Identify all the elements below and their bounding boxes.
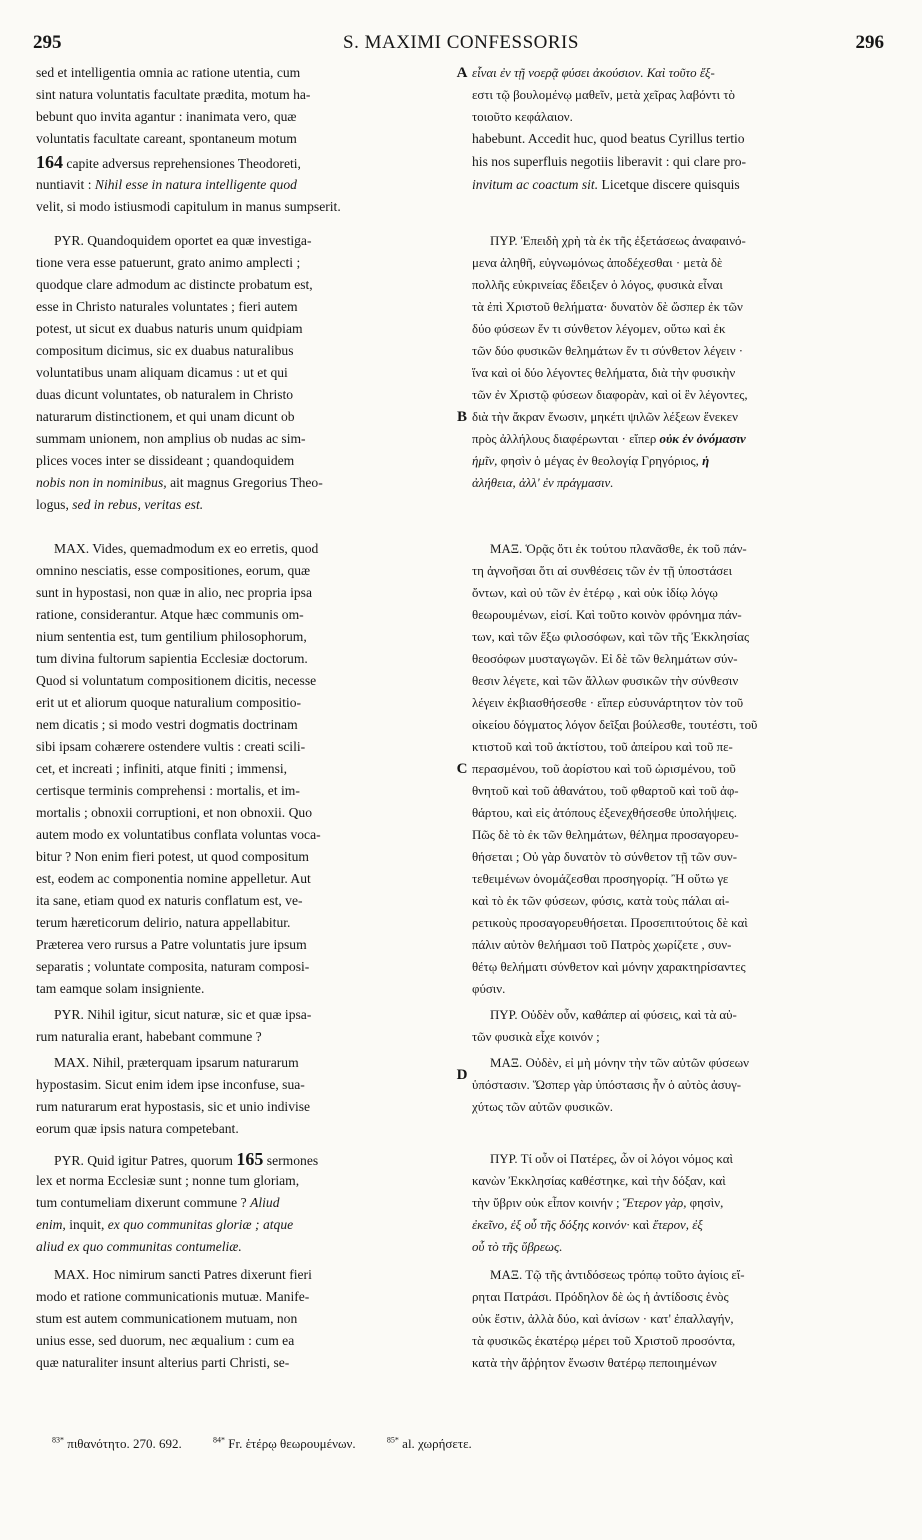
latin-line [472, 174, 884, 196]
greek-line [472, 450, 884, 472]
left-line: eorum quæ ipsis natura competebant. [36, 1121, 239, 1136]
greek-line: καὶ τὸ ἐκ τῶν φύσεων, φύσις, κατὰ τοὺς πάλαι αἱ- [472, 894, 730, 908]
line-text: τὴν ὕβριν οὐκ εἶπον κοινήν ; [472, 1196, 620, 1210]
greek-line: οὗ τὸ τῆς ὕβρεως. [472, 1240, 563, 1254]
left-line: bitur ? Non enim fieri potest, ut quod compositum [36, 849, 309, 864]
left-line: rum naturarum erat hypostasis, sic et unio indivise [36, 1099, 311, 1114]
greek-line: ΠΥΡ. Οὐδὲν οὖν, καθάπερ αἱ φύσεις, καὶ τὰ αὐ- [490, 1008, 737, 1022]
full-width-line: velit, si modo istiusmodi capitulum in manus sumpserit. [36, 199, 341, 214]
footnote-text: Fr. ἑτέρῳ θεωρουμένων. [228, 1436, 356, 1451]
margin-letter-a: A [456, 65, 468, 81]
greek-line [472, 1214, 884, 1236]
greek-line: πάλιν αὐτὸν θελήμασι τοῦ Πατρὸς χωρίζετε , συν- [472, 938, 732, 952]
left-line: nium sententia est, tum gentilium philosophorum, [36, 629, 307, 644]
margin-letter-c: C [456, 761, 468, 777]
greek-line: των, καὶ τῶν ἔξω φιλοσόφων, καὶ τῶν τῆς Ἐκκλησίας [472, 630, 750, 644]
footnote [387, 1436, 486, 1451]
greek-line: θεωρουμένων, εἰσί. Καὶ τοῦτο κοινὸν φρόνημα πάν- [472, 608, 742, 622]
left-line: sed et intelligentia omnia ac ratione utentia, cum [36, 65, 301, 80]
left-line: omnino nesciatis, esse compositiones, eorum, quæ [36, 563, 311, 578]
left-line: MAX. Vides, quemadmodum ex eo erretis, quod [54, 541, 319, 556]
left-line: sunt in hypostasi, non quæ in alio, nec propria ipsa [36, 585, 312, 600]
greek-line: φύσιν. [472, 982, 506, 996]
greek-line: τῶν ἐν Χριστῷ φύσεων διαφορὰν, καὶ οἱ ἓν λέγοντες, [472, 388, 748, 402]
left-line: potest, ut sicut ex duabus naturis unum quidpiam [36, 321, 303, 336]
greek-line: εἶναι ἐν τῇ νοερᾷ φύσει ἀκούσιον. Καὶ τοῦτο ἔξ- [472, 66, 715, 80]
left-line: summam unionem, non amplius ob nudas ac sim- [36, 431, 306, 446]
line-text: capite adversus reprehensiones Theodoreti, [66, 156, 301, 171]
line-text: PYR. Quid igitur Patres, quorum [54, 1153, 233, 1168]
line-text: sermones [266, 1153, 319, 1168]
line-text: Licetque discere quisquis [601, 177, 740, 192]
left-line: terum hæreticorum delirio, natura appellabitur. [36, 915, 291, 930]
quote-text: sed in rebus, veritas est. [72, 497, 204, 512]
quote-text: ἐκεῖνο, ἐξ οὗ τῆς δόξης κοινόν· [472, 1218, 630, 1232]
greek-line: ΜΑΞ. Ὁρᾷς ὅτι ἐκ τούτου πλανᾶσθε, ἐκ τοῦ πάν- [490, 542, 747, 556]
footnote-text: al. χωρήσετε. [402, 1436, 472, 1451]
column-number: 165 [236, 1149, 264, 1169]
left-line [36, 174, 451, 196]
left-line: lex et norma Ecclesiæ sunt ; nonne tum gloriam, [36, 1173, 300, 1188]
latin-line: habebunt. Accedit huc, quod beatus Cyrillus tertio [472, 131, 745, 146]
greek-line: ὄντων, καὶ οὐ τῶν ἐν ἑτέρῳ , καὶ οὐκ ἰδίῳ λόγῳ [472, 586, 718, 600]
left-line: autem modo ex voluntatibus conflata voluntas voca- [36, 827, 321, 842]
left-line: voluntatis facultate careant, spontaneum motum [36, 131, 297, 146]
quote-text: οὐκ ἐν ὀνόμασιν [659, 432, 746, 446]
left-line: Præterea vero rursus a Patre voluntatis jure ipsum [36, 937, 307, 952]
greek-line: ἀλήθεια, ἀλλ' ἐν πράγμασιν. [472, 476, 614, 490]
greek-line: ΠΥΡ. Ἐπειδὴ χρὴ τὰ ἐκ τῆς ἐξετάσεως ἀναφαινό- [490, 234, 746, 248]
footnote [213, 1436, 370, 1451]
greek-line: οὐκ ἔστιν, ἀλλὰ δύο, καὶ ἀνίσων · κατ' ἐπαλλαγήν, [472, 1312, 734, 1326]
left-line: certisque terminis comprehensi : mortalis, et im- [36, 783, 300, 798]
left-line: plices voces inter se dissideant ; quandoquidem [36, 453, 295, 468]
left-line [36, 151, 451, 173]
greek-line [472, 274, 884, 296]
greek-line: τοιοῦτο κεφάλαιον. [472, 110, 573, 124]
left-line: tione vera esse patuerunt, grato animo amplecti ; [36, 255, 301, 270]
greek-line: τὰ ἐπὶ Χριστοῦ θελήματα· δυνατὸν δὲ ὥσπερ ἐκ τῶν [472, 300, 743, 314]
footnote-text: πιθανότητο. 270. 692. [67, 1436, 182, 1451]
greek-line: θήσεται ; Οὐ γὰρ δυνατὸν τὸ σύνθετον τῇ τῶν συν- [472, 850, 738, 864]
line-text: πολλῆς εὐκρινείας ἔδειξεν ὁ λόγος, φυσικὰ εἶναι [472, 278, 723, 292]
left-line: aliud ex quo communitas contumeliæ. [36, 1239, 242, 1254]
left-line: stum est autem communicationem mutuam, non [36, 1311, 298, 1326]
greek-line: περασμένου, τοῦ ἀορίστου καὶ τοῦ ὡρισμένου, τοῦ [472, 762, 736, 776]
quote-text: ἕτερον, ἐξ [652, 1218, 703, 1232]
greek-line: μενα ἀληθῆ, εὐγνωμόνως ἀποδέχεσθαι · μετὰ δὲ [472, 256, 723, 270]
left-line: naturarum distinctionem, et qui unam dicunt ob [36, 409, 295, 424]
left-line: nem dicatis ; si modo vestri dogmatis doctrinam [36, 717, 298, 732]
line-text: inquit, [69, 1217, 105, 1232]
left-line: ratione, considerantur. Atque hæc communis om- [36, 607, 304, 622]
line-text: logus, [36, 497, 69, 512]
left-line: sibi ipsam cohærere ostendere vultis : creati scili- [36, 739, 306, 754]
line-text: tum contumeliam dixerunt commune ? [36, 1195, 247, 1210]
page-number-right: 296 [855, 32, 884, 53]
left-line: Quod si voluntatum compositionem dicitis, necesse [36, 673, 317, 688]
greek-line: ΠΥΡ. Τί οὖν οἱ Πατέρες, ὧν οἱ λόγοι νόμος καὶ [490, 1152, 733, 1166]
greek-line: εστι τῷ βουλομένῳ μαθεῖν, μετὰ χεῖρας λαβόντι τὸ [472, 88, 735, 102]
greek-line: θεοσόφων μυσταγωγῶν. Εἰ δὲ τῶν θελημάτων σύν- [472, 652, 738, 666]
quote-text: nobis non in nominibus, [36, 475, 167, 490]
margin-letter-d: D [456, 1067, 468, 1083]
left-line [36, 472, 451, 494]
running-title: S. MAXIMI CONFESSORIS [343, 32, 579, 53]
left-line: MAX. Nihil, præterquam ipsarum naturarum [54, 1055, 299, 1070]
footnote [52, 1436, 196, 1451]
left-line: hypostasim. Sicut enim idem ipse inconfuse, sua- [36, 1077, 305, 1092]
left-line: mortalis ; obnoxii corruptioni, et non obnoxii. Quo [36, 805, 313, 820]
page-number-left: 295 [33, 32, 62, 53]
greek-line: τεθειμένων ὀνομάζεσθαι προσηγορίᾳ. Ἢ οὕτω γε [472, 872, 729, 886]
left-line: modo et ratione communicationis mutuæ. Manife- [36, 1289, 310, 1304]
quote-text: ἡ [702, 454, 710, 468]
line-text: πρὸς ἀλλήλους διαφέρωνται · [472, 432, 626, 446]
left-line: MAX. Hoc nimirum sancti Patres dixerunt fieri [54, 1267, 312, 1282]
quote-text: invitum ac coactum sit. [472, 177, 599, 192]
greek-line: τη ἀγνοῆσαι ὅτι αἱ συνθέσεις τῶν ἐν τῇ ὑποστάσει [472, 564, 733, 578]
left-line: quæ naturaliter insunt alterius parti Christi, se- [36, 1355, 290, 1370]
left-line: unius esse, sed duorum, nec æqualium : cum ea [36, 1333, 295, 1348]
left-line: erit ut et aliorum quoque naturalium compositio- [36, 695, 302, 710]
line-text: ait magnus Gregorius Theo- [170, 475, 323, 490]
greek-line: δύο φύσεων ἕν τι σύνθετον λέγομεν, οὕτω καὶ ἐκ [472, 322, 726, 336]
footnote-mark: 83* [52, 1435, 64, 1445]
left-line: rum naturalia erant, habebant commune ? [36, 1029, 262, 1044]
greek-line: θνητοῦ καὶ τοῦ ἀθανάτου, τοῦ φθαρτοῦ καὶ τοῦ ἀφ- [472, 784, 739, 798]
line-text: φησὶν, [689, 1196, 724, 1210]
footnote-mark: 85* [386, 1435, 399, 1445]
greek-line: ρηται Πατράσι. Πρόδηλον δὲ ὡς ἡ ἀντίδοσις ἑνὸς [472, 1290, 729, 1304]
left-line: tum divina fultorum sapientia Ecclesiæ doctorum. [36, 651, 308, 666]
left-line: PYR. Nihil igitur, sicut naturæ, sic et quæ ipsa- [54, 1007, 312, 1022]
left-line [36, 1192, 451, 1214]
greek-line: ὑπόστασιν. Ὥσπερ γὰρ ὑπόστασις ἦν ὁ αὐτὸς ἀσυγ- [472, 1078, 742, 1092]
quote-text: Nihil esse in natura intelligente quod [94, 177, 297, 192]
left-line: quodque clare admodum ac distincte probatum est, [36, 277, 313, 292]
greek-line: τῶν δύο φυσικῶν θελημάτων ἕν τι σύνθετον λέγειν · [472, 344, 744, 358]
greek-line: ρετικοὺς προσαγορευθήσεται. Προσεπιτούτοις δὲ καὶ [472, 916, 748, 930]
greek-line: χύτως τῶν αὐτῶν φυσικῶν. [472, 1100, 613, 1114]
line-text: nuntiavit : [36, 177, 92, 192]
greek-line: κατὰ τὴν ἄῤῥητον ἕνωσιν θατέρῳ πεποιημένων [472, 1356, 717, 1370]
greek-line: κανὼν Ἐκκλησίας καθέστηκε, καὶ τὴν δόξαν, καὶ [472, 1174, 726, 1188]
quote-text: ex quo communitas gloriæ ; atque [107, 1217, 294, 1232]
quote-text: Aliud [250, 1195, 280, 1210]
left-line: PYR. Quandoquidem oportet ea quæ investiga- [54, 233, 312, 248]
line-text: φησὶν ὁ μέγας ἐν θεολογίᾳ Γρηγόριος, [500, 454, 699, 468]
greek-line [472, 1192, 884, 1214]
left-line: separatis ; voluntate composita, naturam composi- [36, 959, 310, 974]
greek-line: κτιστοῦ καὶ τοῦ ἀκτίστου, τοῦ ἀπείρου καὶ τοῦ πε- [472, 740, 733, 754]
greek-line: τῶν φυσικὰ εἶχε κοινόν ; [472, 1030, 600, 1044]
greek-line [472, 428, 884, 450]
greek-line: θεσιν λέγετε, καὶ τῶν ἄλλων φυσικῶν τὴν σύνθεσιν [472, 674, 739, 688]
left-line [36, 1214, 451, 1236]
page-header [0, 32, 922, 56]
greek-line: διὰ τὴν ἄκραν ἕνωσιν, μηκέτι ψιλῶν λέξεων ἕνεκεν [472, 410, 738, 424]
greek-line: ΜΑΞ. Τῷ τῆς ἀντιδόσεως τρόπῳ τοῦτο ἁγίοις εἴ- [490, 1268, 745, 1282]
left-line: esse in Christo naturales voluntates ; fieri autem [36, 299, 298, 314]
left-line: compositum dicimus, sic ex duabus naturalibus [36, 343, 294, 358]
greek-line: ΜΑΞ. Οὐδὲν, εἰ μὴ μόνην τὴν τῶν αὐτῶν φύσεων [490, 1056, 749, 1070]
left-line: est, eodem ac componentia nomine appelletur. Aut [36, 871, 311, 886]
greek-line: τὰ φυσικῶς ἑκατέρῳ μέρει τοῦ Χριστοῦ προσόντα, [472, 1334, 736, 1348]
left-line: duas dicunt voluntates, ob naturalem in Christo [36, 387, 294, 402]
greek-line: οἰκείου δόγματος λόγον δεῖξαι βούλεσθε, τουτέστι, τοῦ [472, 718, 758, 732]
quote-text: enim, [36, 1217, 66, 1232]
left-line [36, 494, 451, 516]
greek-line: ἵνα καὶ οἱ δύο λέγοντες θελήματα, διὰ τὴν φυσικὴν [472, 366, 736, 380]
greek-line: θέτῳ θελήματι σύνθετον καὶ μόνην χαρακτηρίσαντες [472, 960, 746, 974]
left-line: bebunt quo invita agantur : inanimata vero, quæ [36, 109, 297, 124]
greek-line: Πῶς δὲ τὸ ἐκ τῶν θελημάτων, θέλημα προσαγορευ- [472, 828, 739, 842]
left-line: cet, et increati ; infiniti, atque finiti ; immensi, [36, 761, 288, 776]
latin-line: his nos superfluis negotiis liberavit : qui clare pro- [472, 154, 747, 169]
margin-letter-b: B [456, 409, 467, 425]
line-text: εἴπερ [629, 432, 657, 446]
left-line: tam eamque solam insigniente. [36, 981, 205, 996]
line-text: καὶ [632, 1218, 650, 1232]
quote-text: Ἕτερον γὰρ, [622, 1196, 687, 1210]
left-line [36, 1148, 451, 1170]
greek-line: λέγειν ἐκβιασθήσεσθε · εἴπερ εὐσυνάρτητον τὸν τοῦ [472, 696, 744, 710]
greek-line: θάρτου, καὶ εἰς ἀτόπους ἐξενεχθήσεσθε ὑπολήψεις. [472, 806, 737, 820]
footnotes [52, 1436, 882, 1452]
quote-text: ἡμῖν, [472, 454, 498, 468]
footnote-mark: 84* [212, 1435, 225, 1445]
left-line: voluntatibus unam aliquam dicamus : ut et qui [36, 365, 288, 380]
left-line: sint natura voluntatis facultate prædita, motum ha- [36, 87, 311, 102]
left-line: ita sane, etiam quod ex naturis conflatum est, ve- [36, 893, 303, 908]
column-number: 164 [36, 152, 63, 172]
